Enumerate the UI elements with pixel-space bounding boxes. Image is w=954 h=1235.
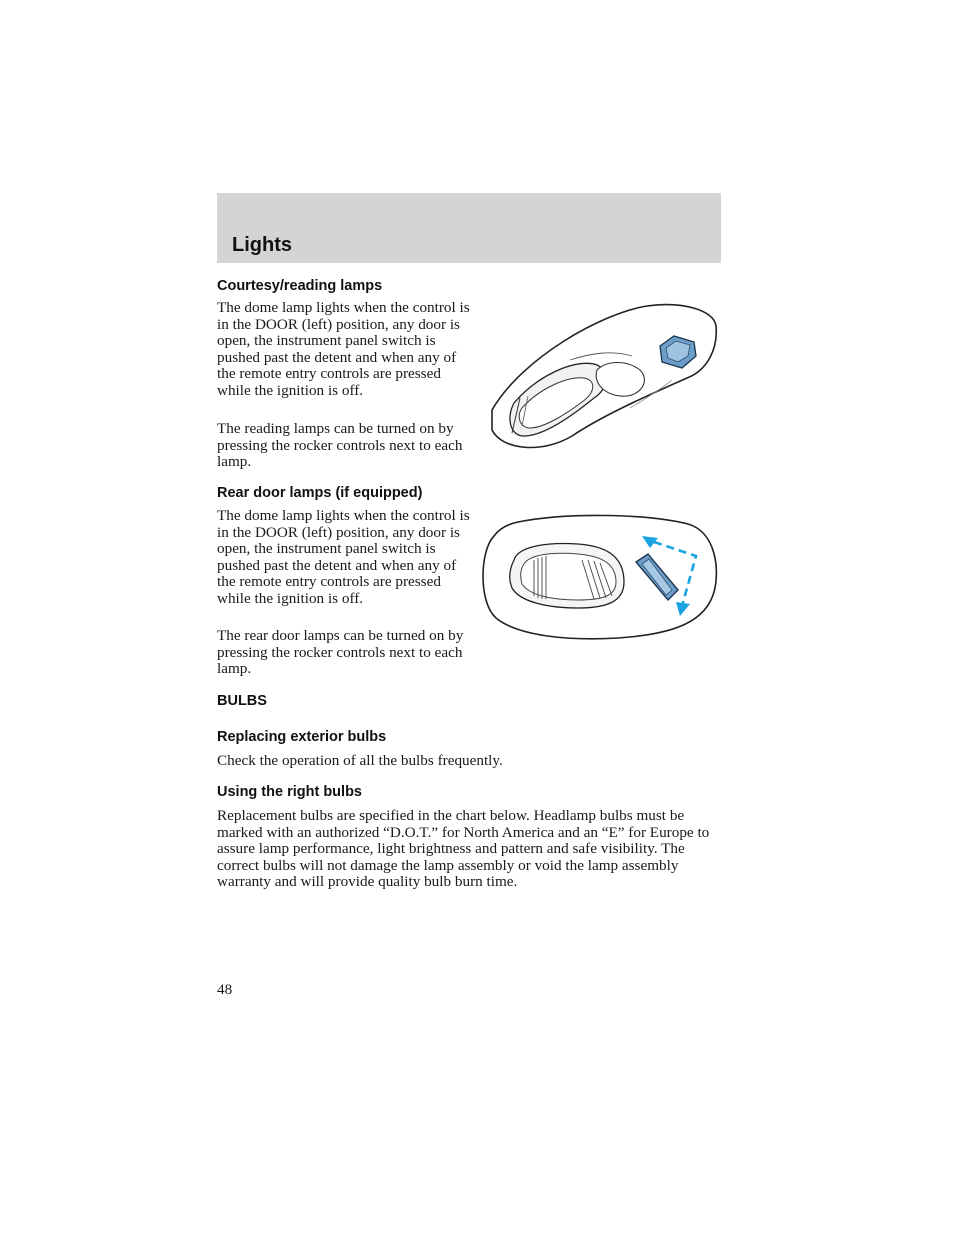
heading-bulbs: BULBS	[217, 693, 267, 709]
paragraph-check-operation: Check the operation of all the bulbs frequently.	[217, 752, 503, 769]
heading-courtesy-reading-lamps: Courtesy/reading lamps	[217, 278, 383, 294]
paragraph-rear-door-rocker: The rear door lamps can be turned on by pressing the rocker controls next to each lamp.	[217, 627, 464, 677]
overhead-console-lamp-illustration	[482, 298, 724, 456]
paragraph-rear-door-dome: The dome lamp lights when the control is in the DOOR (left) position, any door is open, the instrument panel switch is pushed past the detent and when any of the remote entry controls are pressed while the ignition is off.	[217, 507, 470, 607]
heading-rear-door-lamps: Rear door lamps (if equipped)	[217, 485, 423, 501]
section-header-band	[217, 193, 721, 263]
paragraph-replacement-bulbs: Replacement bulbs are specified in the chart below. Headlamp bulbs must be marked with an authorized “D.O.T.” for North America and an “E” for Europe to assure lamp performance, light brightness and pattern and safe visibility. The correct bulbs will not damage the lamp assembly or void the lamp assembly warranty and will provide quality bulb burn time.	[217, 807, 710, 890]
paragraph-courtesy-reading: The reading lamps can be turned on by pressing the rocker controls next to each lamp.	[217, 420, 463, 470]
heading-using-right-bulbs: Using the right bulbs	[217, 784, 362, 800]
section-title: Lights	[232, 234, 292, 256]
rear-door-lamp-illustration	[478, 510, 722, 642]
heading-replacing-exterior-bulbs: Replacing exterior bulbs	[217, 729, 387, 745]
page-number: 48	[217, 981, 233, 998]
paragraph-courtesy-dome: The dome lamp lights when the control is in the DOOR (left) position, any door is open, the instrument panel switch is pushed past the detent and when any of the remote entry controls are pressed while the ignition is off.	[217, 299, 470, 399]
